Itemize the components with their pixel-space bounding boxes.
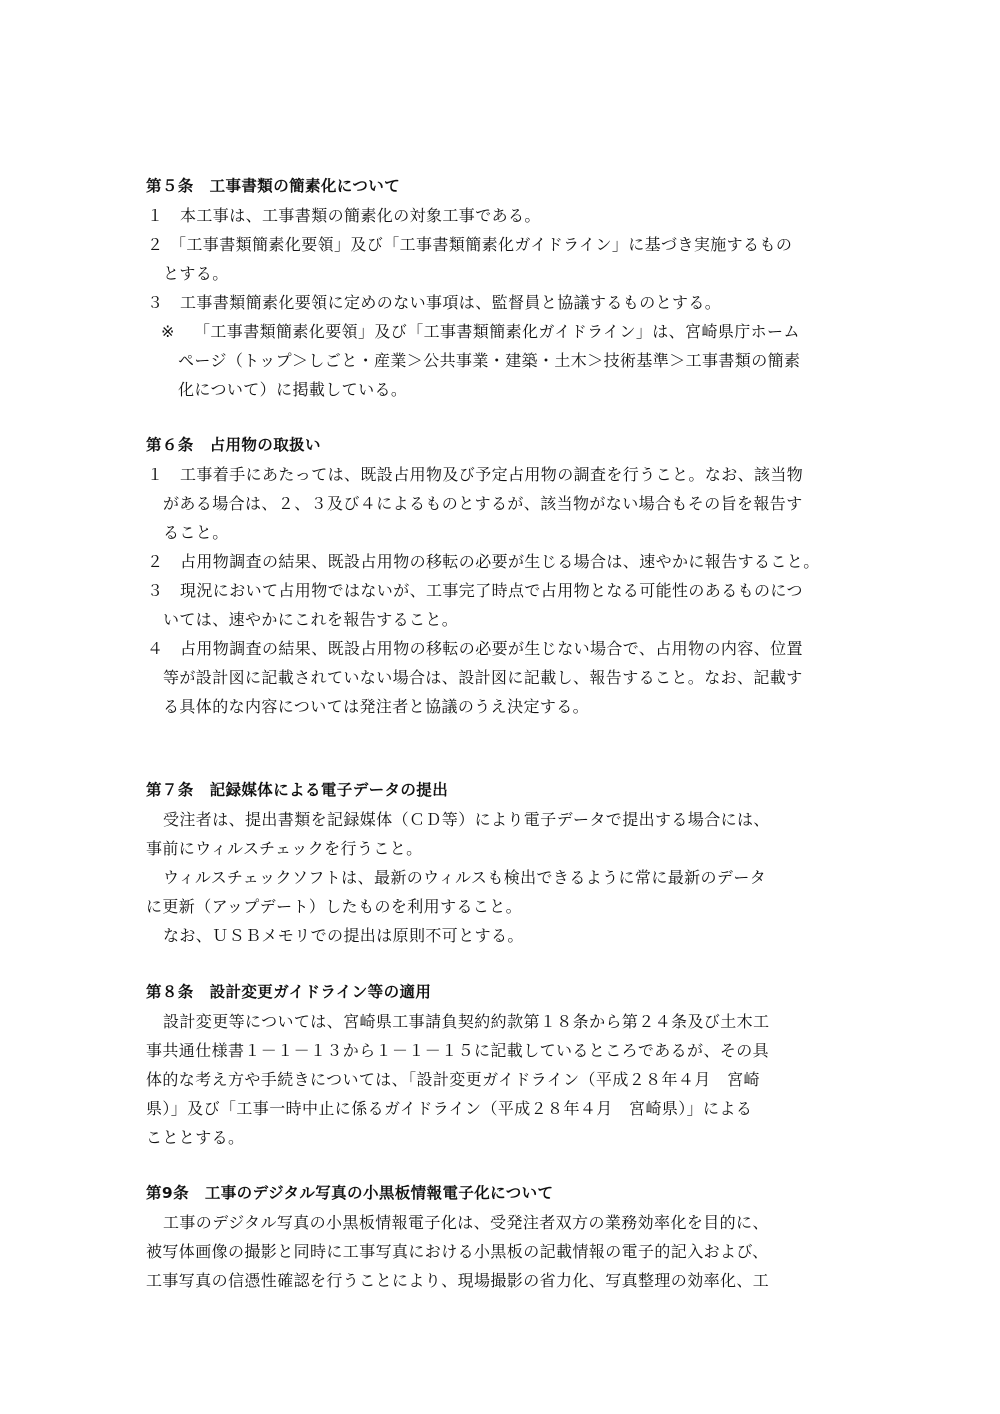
paragraph-line: 工事写真の信憑性確認を行うことにより、現場撮影の省力化、写真整理の効率化、工 bbox=[146, 1271, 770, 1290]
section-9-heading: 第9条 工事のデジタル写真の小黒板情報電子化について bbox=[146, 1184, 554, 1202]
item-number: ２ bbox=[147, 552, 164, 571]
paragraph-line: 事前にウィルスチェックを行うこと。 bbox=[146, 839, 423, 858]
paragraph-line: 体的な考え方や手続きについては、「設計変更ガイドライン（平成２８年４月 宮崎 bbox=[146, 1070, 760, 1089]
paragraph-line: ウィルスチェックソフトは、最新のウィルスも検出できるように常に最新のデータ bbox=[163, 868, 767, 887]
paragraph-line: 設計変更等については、宮崎県工事請負契約約款第１８条から第２４条及び土木工 bbox=[163, 1012, 770, 1031]
item-text: 占用物調査の結果、既設占用物の移転の必要が生じる場合は、速やかに報告すること。 bbox=[180, 552, 820, 571]
paragraph-line: 被写体画像の撮影と同時に工事写真における小黒板の記載情報の電子的記入および、 bbox=[146, 1242, 769, 1261]
paragraph-line: に更新（アップデート）したものを利用すること。 bbox=[146, 897, 523, 916]
item-text: 「工事書類簡素化要領」及び「工事書類簡素化ガイドライン」は、宮崎県庁ホーム bbox=[194, 322, 800, 341]
item-text: 工事書類簡素化要領に定めのない事項は、監督員と協議するものとする。 bbox=[180, 293, 722, 312]
item-text: 等が設計図に記載されていない場合は、設計図に記載し、報告すること。なお、記載す bbox=[163, 668, 803, 687]
item-text: ページ（トップ＞しごと・産業＞公共事業・建築・土木＞技術基準＞工事書類の簡素 bbox=[178, 351, 801, 370]
item-text: 本工事は、工事書類の簡素化の対象工事である。 bbox=[180, 206, 541, 225]
paragraph-line: 工事のデジタル写真の小黒板情報電子化は、受発注者双方の業務効率化を目的に、 bbox=[163, 1213, 769, 1232]
item-number: １ bbox=[147, 465, 164, 484]
item-text: とする。 bbox=[163, 264, 229, 283]
section-6-heading: 第６条 占用物の取扱い bbox=[146, 436, 321, 454]
item-text: 「工事書類簡素化要領」及び「工事書類簡素化ガイドライン」に基づき実施するもの bbox=[170, 235, 793, 254]
item-text: 化について）に掲載している。 bbox=[178, 380, 408, 399]
item-text: がある場合は、２、３及び４によるものとするが、該当物がない場合もその旨を報告す bbox=[163, 494, 803, 513]
section-8-heading: 第８条 設計変更ガイドライン等の適用 bbox=[146, 983, 432, 1001]
note-mark: ※ bbox=[161, 322, 175, 341]
item-number: ３ bbox=[147, 293, 164, 312]
paragraph-line: なお、ＵＳＢメモリでの提出は原則不可とする。 bbox=[163, 926, 524, 945]
section-5-heading: 第５条 工事書類の簡素化について bbox=[146, 177, 401, 195]
item-text: 占用物調査の結果、既設占用物の移転の必要が生じない場合で、占用物の内容、位置 bbox=[180, 639, 803, 658]
paragraph-line: 受注者は、提出書類を記録媒体（ＣＤ等）により電子データで提出する場合には、 bbox=[163, 810, 770, 829]
section-7-heading: 第７条 記録媒体による電子データの提出 bbox=[146, 781, 449, 799]
item-number: ３ bbox=[147, 581, 164, 600]
paragraph-line: 県）」及び「工事一時中止に係るガイドライン（平成２８年４月 宮崎県）」による bbox=[146, 1099, 753, 1118]
paragraph-line: こととする。 bbox=[146, 1128, 245, 1147]
item-text: る具体的な内容については発注者と協議のうえ決定する。 bbox=[163, 697, 590, 716]
item-text: 工事着手にあたっては、既設占用物及び予定占用物の調査を行うこと。なお、該当物 bbox=[180, 465, 804, 484]
item-text: ること。 bbox=[163, 523, 229, 542]
paragraph-line: 事共通仕様書１－１－１３から１－１－１５に記載しているところであるが、その具 bbox=[146, 1041, 770, 1060]
item-number: １ bbox=[147, 206, 164, 225]
item-number: ４ bbox=[147, 639, 164, 658]
item-number: ２ bbox=[147, 235, 164, 254]
item-text: 現況において占用物ではないが、工事完了時点で占用物となる可能性のあるものにつ bbox=[180, 581, 803, 600]
item-text: いては、速やかにこれを報告すること。 bbox=[163, 610, 459, 629]
